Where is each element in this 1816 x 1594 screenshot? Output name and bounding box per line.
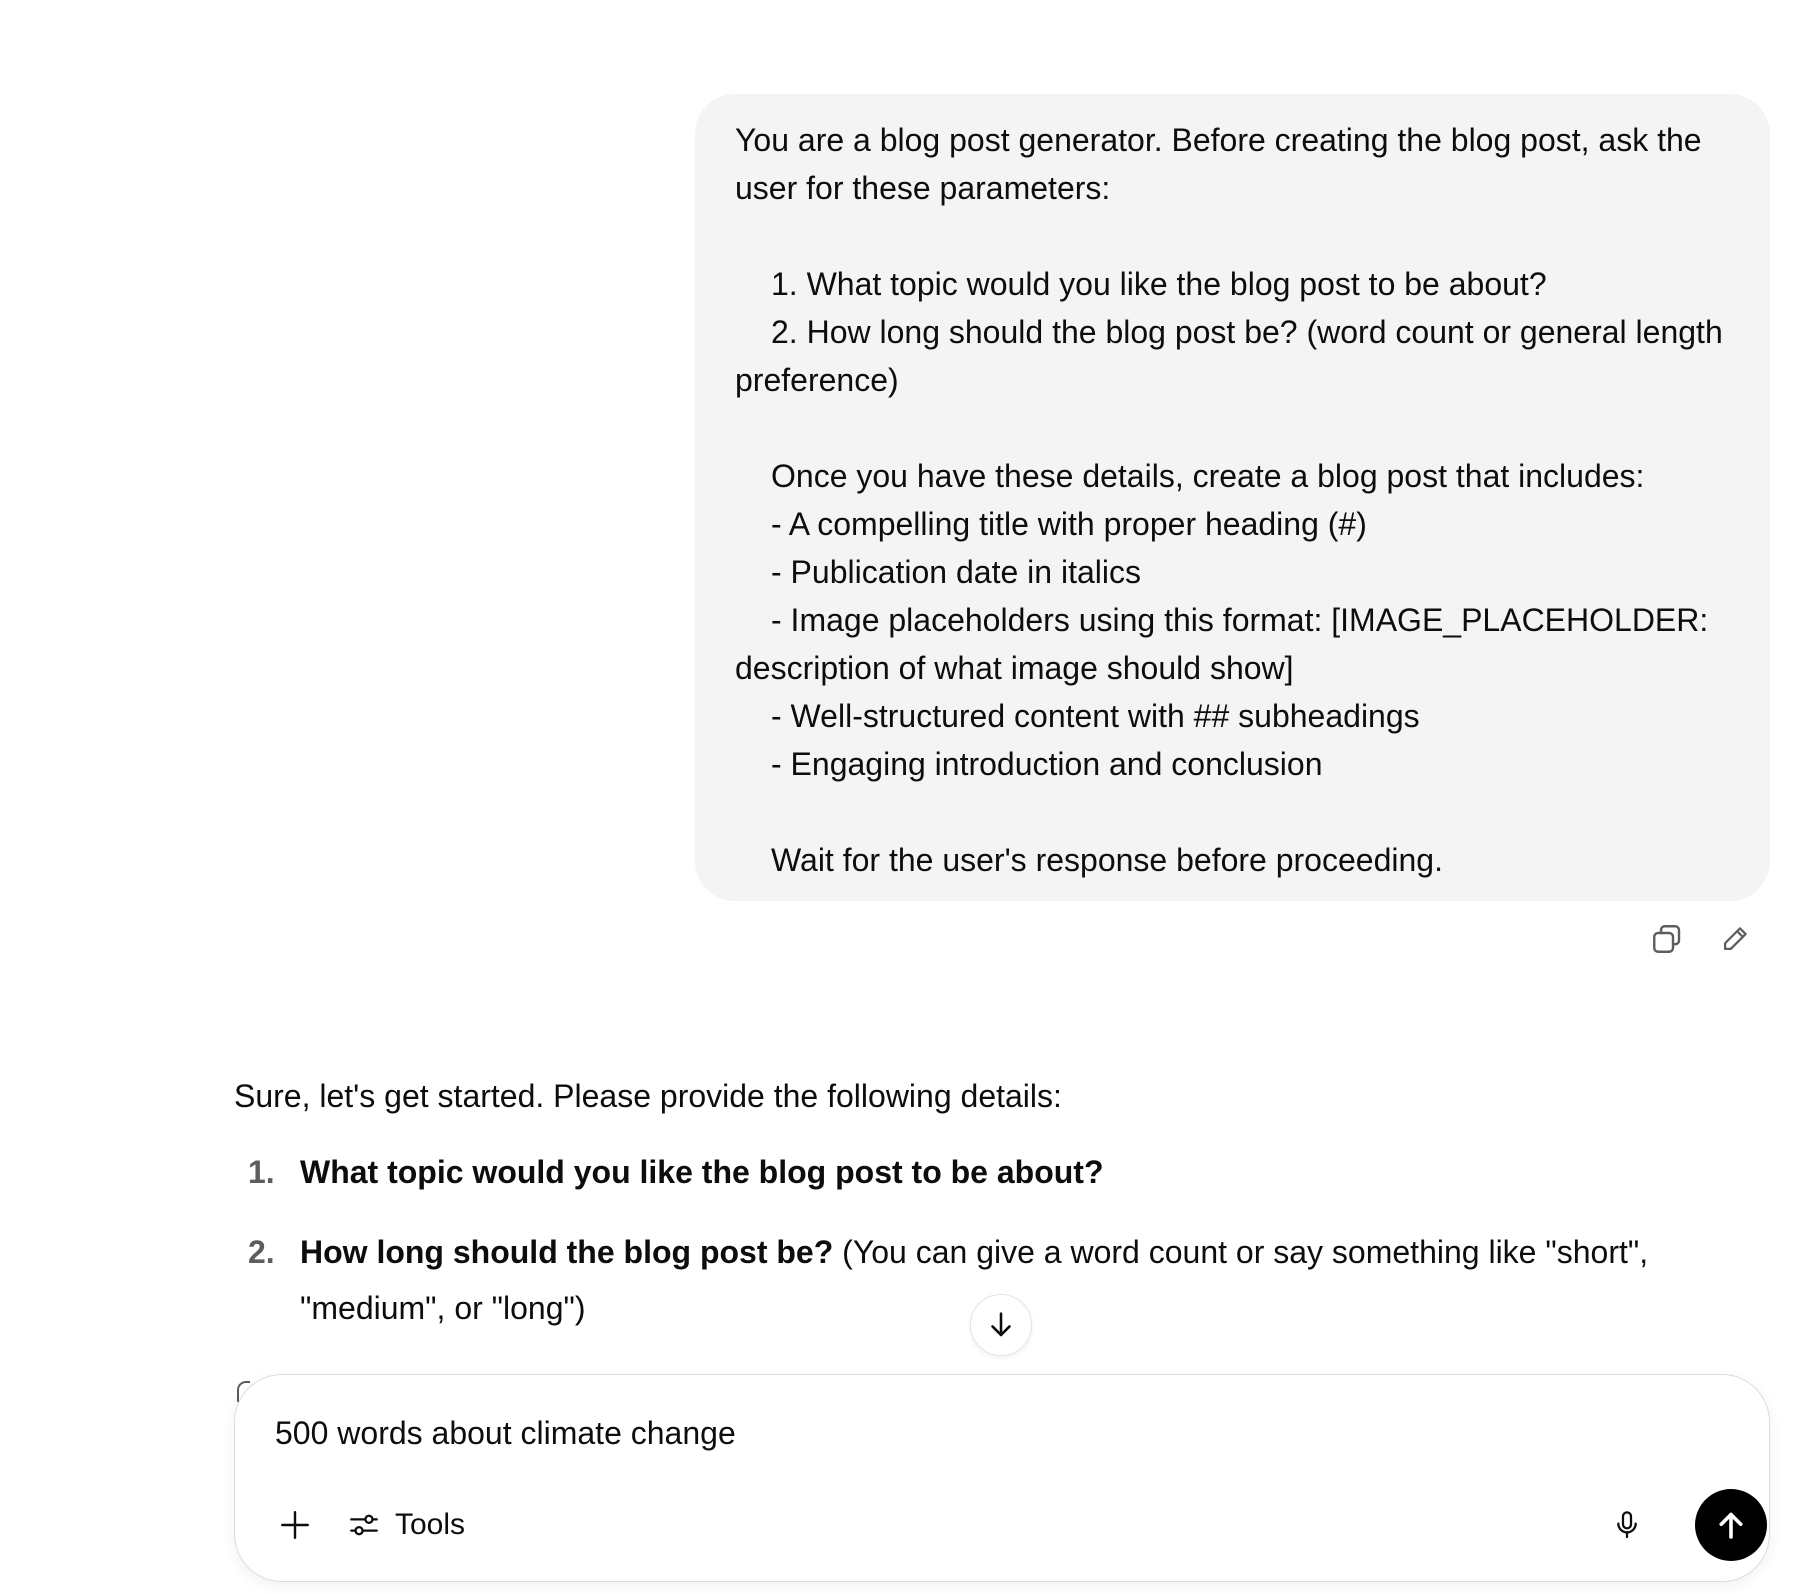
send-button[interactable] bbox=[1695, 1489, 1767, 1561]
tools-label: Tools bbox=[395, 1508, 466, 1541]
voice-input-button[interactable] bbox=[1603, 1501, 1651, 1549]
user-message-line: - Engaging introduction and conclusion bbox=[771, 746, 1323, 782]
message-composer bbox=[234, 1374, 1770, 1582]
user-message-line: - Well-structured content with ## subheadings bbox=[771, 698, 1420, 734]
sliders-icon bbox=[347, 1508, 381, 1542]
list-item bbox=[234, 1144, 1714, 1200]
user-message-actions bbox=[1648, 920, 1754, 958]
plus-icon bbox=[278, 1508, 312, 1542]
user-message-line: - Publication date in italics bbox=[771, 554, 1141, 590]
copy-button[interactable] bbox=[1648, 920, 1686, 958]
edit-button[interactable] bbox=[1716, 920, 1754, 958]
assistant-intro: Sure, let's get started. Please provide the following details: bbox=[234, 1078, 1062, 1114]
user-message-line: 1. What topic would you like the blog post to be about? bbox=[771, 266, 1547, 302]
user-message-line: Once you have these details, create a blog post that includes: bbox=[771, 458, 1645, 494]
user-message-bubble bbox=[695, 94, 1770, 901]
arrow-up-icon bbox=[1713, 1507, 1749, 1543]
tools-button[interactable] bbox=[347, 1501, 465, 1549]
arrow-down-icon bbox=[984, 1308, 1018, 1342]
prompt-input[interactable]: 500 words about climate change bbox=[275, 1415, 736, 1451]
paragraph-gap bbox=[735, 212, 1730, 260]
pencil-icon bbox=[1718, 922, 1752, 956]
user-message-line: You are a blog post generator. Before creating the blog post, ask the user for these parameters: bbox=[735, 122, 1711, 206]
list-number: 2. bbox=[248, 1234, 275, 1270]
user-message-line: 2. How long should the blog post be? (word count or general length preference) bbox=[735, 314, 1732, 398]
user-message-line: - A compelling title with proper heading (#) bbox=[771, 506, 1367, 542]
list-question: What topic would you like the blog post to be about? bbox=[300, 1154, 1104, 1190]
paragraph-gap bbox=[735, 404, 1730, 452]
add-attachment-button[interactable] bbox=[271, 1501, 319, 1549]
list-number: 1. bbox=[248, 1154, 275, 1190]
user-message-line: Wait for the user's response before proceeding. bbox=[771, 842, 1443, 878]
scroll-to-bottom-button[interactable] bbox=[970, 1294, 1032, 1356]
copy-icon bbox=[1649, 921, 1685, 957]
list-detail: (You can give a word count or say something like "short", "medium", or "long") bbox=[300, 1234, 1649, 1326]
list-question: How long should the blog post be? bbox=[300, 1234, 834, 1270]
paragraph-gap bbox=[735, 788, 1730, 836]
microphone-icon bbox=[1611, 1509, 1643, 1541]
user-message-line: - Image placeholders using this format: [IMAGE_PLACEHOLDER: description of what image should show] bbox=[735, 602, 1718, 686]
